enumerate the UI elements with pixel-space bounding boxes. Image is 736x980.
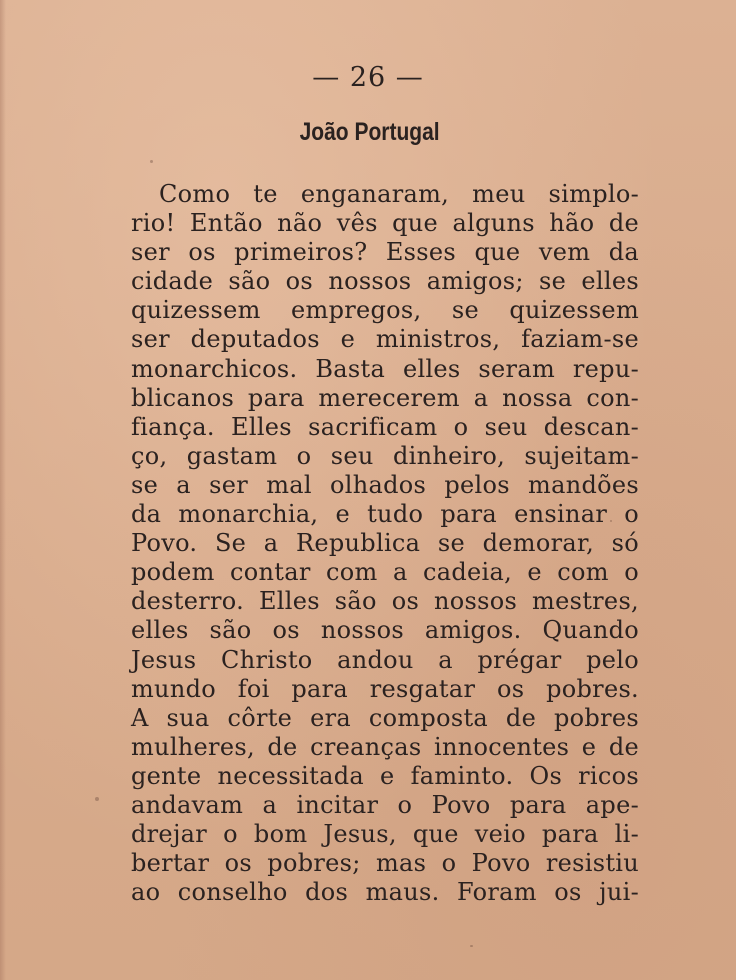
text-line: bertar os pobres; mas o Povo resistiu: [131, 849, 639, 878]
paper-speck: [470, 945, 473, 947]
text-line: blicanos para merecerem a nossa con-: [131, 383, 639, 412]
text-line: Povo. Se a Republica se demorar, só: [131, 529, 639, 558]
text-line: gente necessitada e faminto. Os ricos: [131, 761, 639, 790]
text-line: ser deputados e ministros, faziam-se: [131, 325, 639, 354]
text-line: andavam a incitar o Povo para ape-: [131, 790, 639, 819]
text-line: podem contar com a cadeia, e com o: [131, 558, 639, 587]
text-line: cidade são os nossos amigos; se elles: [131, 267, 639, 296]
text-line: monarchicos. Basta elles seram repu-: [131, 354, 639, 383]
text-line: Jesus Christo andou a prégar pelo: [131, 645, 639, 674]
text-line: fiança. Elles sacrificam o seu descan-: [131, 412, 639, 441]
paper-speck: [95, 797, 99, 801]
page-number: — 26 —: [312, 62, 424, 93]
text-line: ser os primeiros? Esses que vem da: [131, 238, 639, 267]
section-heading: João Portugal: [299, 118, 440, 146]
text-line: desterro. Elles são os nossos mestres,: [131, 587, 639, 616]
text-line: mulheres, de creanças innocentes e de: [131, 732, 639, 761]
page-binding-shadow: [0, 0, 6, 980]
text-line: rio! Então não vês que alguns hão de: [131, 209, 639, 238]
text-line: da monarchia, e tudo para ensinar o: [131, 500, 639, 529]
text-line: A sua côrte era composta de pobres: [131, 703, 639, 732]
paper-speck: [610, 520, 612, 522]
text-line: ao conselho dos maus. Foram os jui-: [131, 878, 639, 907]
text-line: ço, gastam o seu dinheiro, sujeitam-: [131, 441, 639, 470]
text-line: drejar o bom Jesus, que veio para li-: [131, 820, 639, 849]
body-text: [131, 180, 639, 907]
text-line: quizessem empregos, se quizessem: [131, 296, 639, 325]
text-line: se a ser mal olhados pelos mandões: [131, 470, 639, 499]
text-line: elles são os nossos amigos. Quando: [131, 616, 639, 645]
text-line: mundo foi para resgatar os pobres.: [131, 674, 639, 703]
paper-speck: [150, 160, 153, 163]
text-line: Como te enganaram, meu simplo-: [159, 180, 639, 208]
